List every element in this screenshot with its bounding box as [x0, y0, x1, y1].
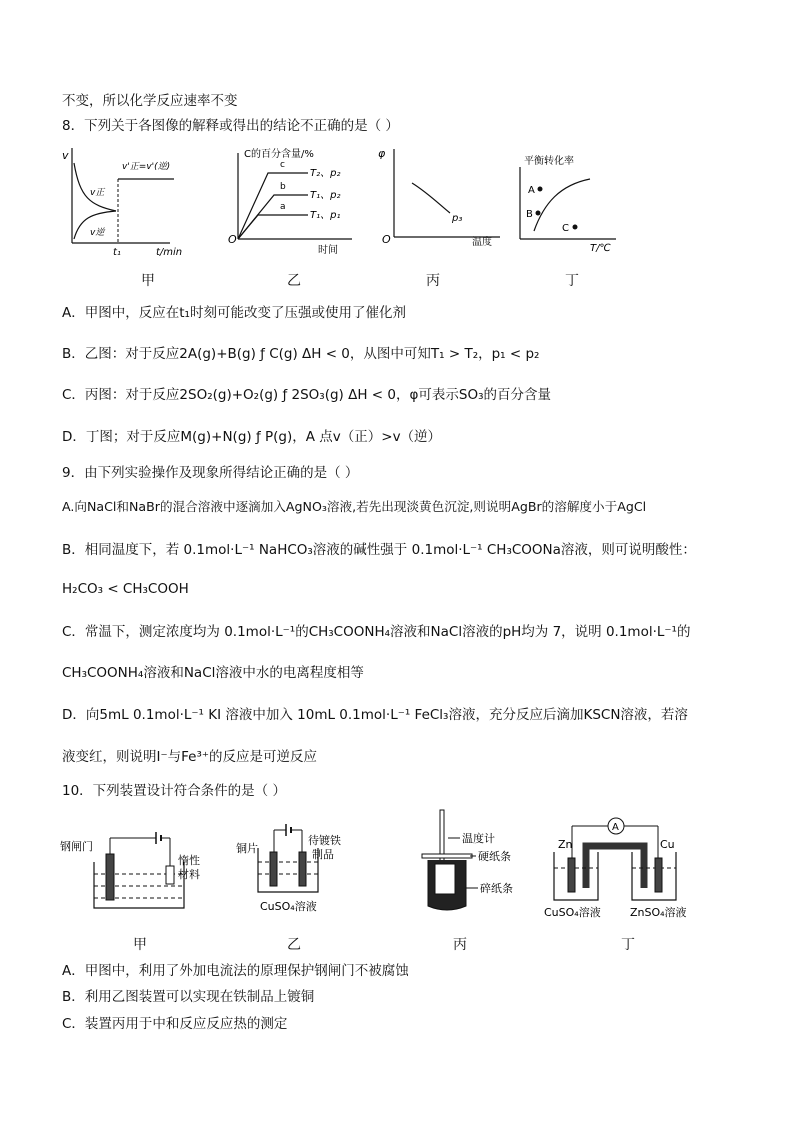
ding-cu: Cu	[660, 838, 675, 851]
question-10-devices	[60, 808, 740, 928]
q10-option-b: B．利用乙图装置可以实现在铁制品上镀铜	[62, 989, 315, 1005]
device-caption-bing: 丙	[453, 937, 467, 953]
q8-option-d: D．丁图；对于反应M(g)+N(g) ƒ P(g)，A 点v（正）>v（逆）	[62, 429, 442, 445]
yi-c: c	[280, 160, 285, 170]
ding-ylabel: 平衡转化率	[524, 156, 574, 167]
graph-jia	[62, 148, 182, 258]
q9-option-d-line1: D．向5mL 0.1mol·L⁻¹ KI 溶液中加入 10mL 0.1mol·L⁻¹ FeCl₃溶液，充分反应后滴加KSCN溶液，若溶	[62, 707, 688, 723]
ding-C: C	[562, 223, 569, 234]
device-caption-jia: 甲	[133, 937, 147, 953]
graph-bing	[378, 147, 500, 248]
jia-t-axis: t/min	[156, 247, 183, 258]
yi-iron1: 待镀铁	[308, 834, 341, 847]
q8-option-a: A．甲图中，反应在t₁时刻可能改变了压强或使用了催化剂	[62, 305, 406, 321]
bing-paper: 碎纸条	[480, 882, 513, 895]
graph-caption-jia: 甲	[141, 273, 155, 289]
yi-solution: CuSO₄溶液	[260, 900, 317, 913]
q9-option-b-line1: B．相同温度下，若 0.1mol·L⁻¹ NaHCO₃溶液的碱性强于 0.1mol·L⁻¹ CH₃COONa溶液，则可说明酸性：	[62, 542, 696, 558]
device-caption-ding: 丁	[621, 937, 635, 953]
jia-equal-label: v'正=v'(逆)	[122, 162, 171, 172]
jia-inert2: 材料	[178, 868, 200, 881]
devices-svg	[60, 808, 740, 928]
device-bing	[422, 810, 513, 910]
jia-v-reverse: v逆	[90, 228, 105, 238]
jia-gate-label: 钢闸门	[60, 840, 93, 853]
q9-option-d-line2: 液变红，则说明I⁻与Fe³⁺的反应是可逆反应	[62, 749, 317, 765]
ding-zn: Zn	[558, 838, 573, 851]
graph-caption-yi: 乙	[287, 273, 301, 289]
jia-t1: t₁	[113, 247, 121, 258]
device-yi	[236, 824, 341, 913]
q8-option-b: B．乙图：对于反应2A(g)+B(g) ƒ C(g) ΔH < 0，从图中可知T₁ > T₂，p₁ < p₂	[62, 346, 540, 362]
graph-caption-ding: 丁	[565, 273, 579, 289]
yi-b-cond: T₁、p₂	[310, 190, 341, 201]
yi-copper-label: 铜片	[236, 842, 258, 855]
ding-B: B	[526, 209, 533, 220]
yi-a-cond: T₁、p₁	[310, 210, 341, 221]
question-10-stem: 10．下列装置设计符合条件的是（ ）	[62, 783, 286, 799]
q10-option-a: A．甲图中，利用了外加电流法的原理保护钢闸门不被腐蚀	[62, 963, 409, 979]
prev-answer-tail: 不变，所以化学反应速率不变	[62, 93, 238, 109]
bing-origin: O	[382, 233, 391, 246]
graph-yi	[228, 147, 352, 256]
yi-b: b	[280, 182, 286, 192]
ding-sol1: CuSO₄溶液	[544, 906, 601, 919]
ding-sol2: ZnSO₄溶液	[630, 906, 687, 919]
q9-option-c-line2: CH₃COONH₄溶液和NaCl溶液中水的电离程度相等	[62, 665, 364, 681]
ding-meter: A	[612, 822, 619, 833]
jia-v-forward: v正	[90, 188, 105, 198]
bing-xlabel: 温度	[472, 237, 492, 248]
q9-option-c-line1: C．常温下，测定浓度均为 0.1mol·L⁻¹的CH₃COONH₄溶液和NaCl溶液的pH均为 7，说明 0.1mol·L⁻¹的	[62, 624, 691, 640]
jia-v-label: v	[62, 149, 69, 162]
q9-option-b-line2: H₂CO₃ < CH₃COOH	[62, 581, 189, 597]
question-9-stem: 9．由下列实验操作及现象所得结论正确的是（ ）	[62, 465, 359, 481]
yi-origin: O	[228, 233, 237, 246]
bing-board: 硬纸条	[478, 850, 511, 863]
graph-ding	[520, 154, 616, 254]
ding-A: A	[528, 185, 535, 196]
question-8-stem: 8．下列关于各图像的解释或得出的结论不正确的是（ ）	[62, 118, 399, 134]
bing-thermo: 温度计	[462, 832, 495, 845]
ding-xlabel: T/℃	[590, 243, 611, 254]
q9-option-a: A.向NaCl和NaBr的混合溶液中逐滴加入AgNO₃溶液,若先出现淡黄色沉淀,则说明AgBr的溶解度小于AgCl	[62, 499, 647, 514]
device-jia	[60, 832, 200, 908]
jia-inert1: 惰性	[178, 854, 200, 867]
yi-a: a	[280, 202, 286, 212]
yi-iron2: 制品	[312, 848, 334, 861]
bing-curve: p₃	[452, 213, 463, 224]
graph-caption-bing: 丙	[426, 273, 440, 289]
yi-xlabel: 时间	[318, 245, 338, 256]
q8-option-c: C．丙图：对于反应2SO₂(g)+O₂(g) ƒ 2SO₃(g) ΔH < 0，φ可表示SO₃的百分含量	[62, 387, 551, 403]
bing-ylabel: φ	[378, 147, 386, 160]
q10-option-c: C．装置丙用于中和反应反应热的测定	[62, 1016, 288, 1032]
yi-c-cond: T₂、p₂	[310, 168, 341, 179]
device-ding	[544, 818, 687, 919]
yi-ylabel: C的百分含量/%	[244, 149, 314, 160]
device-caption-yi: 乙	[287, 937, 301, 953]
